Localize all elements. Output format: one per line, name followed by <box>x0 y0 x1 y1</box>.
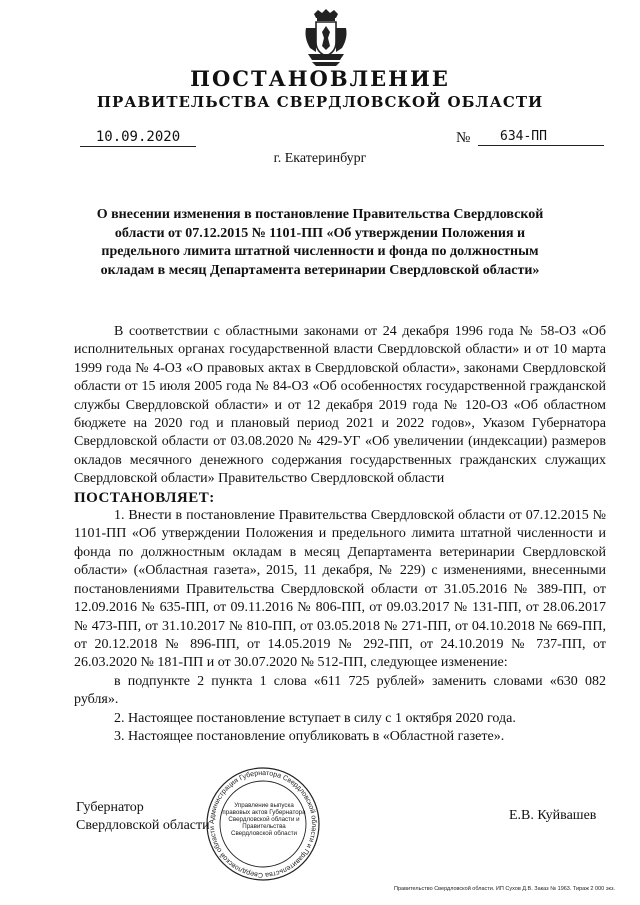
number-label: № <box>456 130 471 146</box>
item-1-subparagraph: в подпункте 2 пункта 1 слова «611 725 рублей» заменить словами «630 082 рубля». <box>74 673 606 708</box>
resolves-heading: ПОСТАНОВЛЯЕТ: <box>74 489 215 506</box>
item-1-paragraph: 1. Внести в постановление Правительства Свердловской области от 07.12.2015 № 1101-ПП «Об утверждении Положения и предельного лимита штатной численности и фонда по должностным окладам в месяц Департамента ветеринарии Свердловской области» («Областная газета», 2015, 11 декабря, № 229) с изменениями, внесенными постановлениями Правительства Свердловской области от 31.05.2016 № 389-ПП, от 12.09.2016 № 635-ПП, от 09.11.2016 № 806-ПП, от 09.03.2017 № 131-ПП, от 28.06.2017 № 473-ПП, от 31.10.2017 № 810-ПП, от 03.05.2018 № 271-ПП, от 04.10.2018 № 669-ПП, от 20.12.2018 № 896-ПП, от 14.05.2019 № 292-ПП, от 24.10.2019 № 737-ПП, от 26.03.2020 № 181-ПП и от 30.07.2020 № 512-ПП, следующее изменение: <box>74 508 606 671</box>
document-body <box>74 323 606 746</box>
signatory-position-line-2: Свердловской области <box>76 818 210 833</box>
item-3-paragraph: 3. Настоящее постановление опубликовать в «Областной газете». <box>114 728 505 744</box>
signatory-name: Е.В. Куйвашев <box>509 808 597 823</box>
signatory-position-line-1: Губернатор <box>76 800 144 815</box>
document-title: ПОСТАНОВЛЕНИЕ <box>190 66 450 91</box>
seal-ring-text: Администрация Губернатора Свердловской области и Правительства Свердловской области <box>208 769 318 879</box>
seal-center-text: Управление выпуска правовых актов Губернатора Свердловской области и Правительства Свердловской области <box>222 802 306 837</box>
document-city: г. Екатеринбург <box>273 151 367 166</box>
coat-of-arms-emblem <box>302 8 350 70</box>
preamble-paragraph: В соответствии с областными законами от 24 декабря 1996 года № 58-ОЗ «Об исполнительных органах государственной власти Свердловской области» и от 10 марта 1999 года № 4-ОЗ «О правовых актах в Свердловской области», законами Свердловской области от 15 июля 2005 года № 84-ОЗ «Об особенностях государственной гражданской службы Свердловской области» и от 12 декабря 2019 года № 120-ОЗ «Об областном бюджете на 2020 год и плановый период 2021 и 2022 годов», Указом Губернатора Свердловской области от 03.08.2020 № 429-УГ «Об увеличении (индексации) размеров окладов месячного денежного содержания государственных гражданских служащих Свердловской области» Правительство Свердловской области <box>74 324 606 487</box>
document-date: 10.09.2020 <box>80 129 196 147</box>
document-number: 634-ПП <box>478 129 604 146</box>
printer-footer: Правительство Свердловской области. ИП Сухов Д.В. Заказ № 1963. Тираж 2 000 экз. <box>394 886 616 892</box>
document-subject: О внесении изменения в постановление Правительства Свердловской области от 07.12.2015 № 1101-ПП «Об утверждении Положения и предельного лимита штатной численности и фонда по должностным окладам в месяц Департамента ветеринарии Свердловской области» <box>96 207 544 278</box>
document-issuer: ПРАВИТЕЛЬСТВА СВЕРДЛОВСКОЙ ОБЛАСТИ <box>96 93 544 111</box>
item-2-paragraph: 2. Настоящее постановление вступает в силу с 1 октября 2020 года. <box>114 710 516 726</box>
signatory-position <box>76 799 210 835</box>
